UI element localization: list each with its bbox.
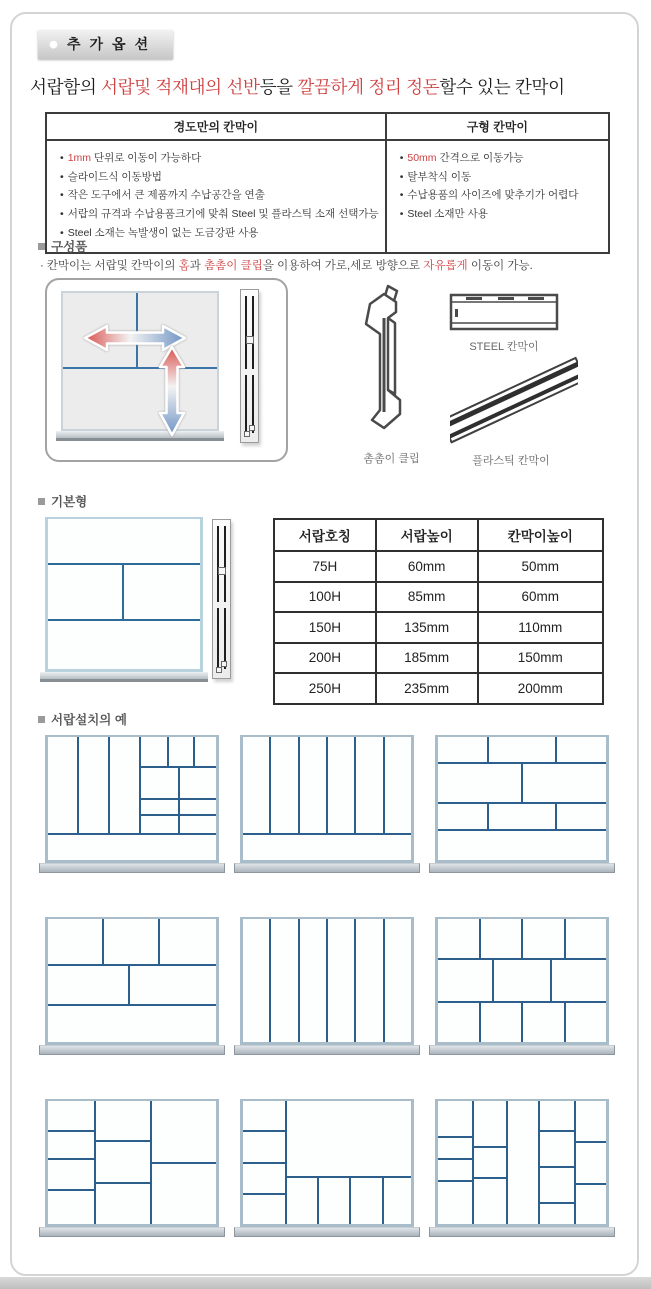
drawer-cell bbox=[243, 1132, 285, 1161]
bullet-item: • 서랍의 규격과 수납용품크기에 맞춰 Steel 및 플라스틱 소재 선택가능 bbox=[60, 208, 379, 221]
drawer-cell bbox=[438, 960, 492, 1000]
drawer-cell bbox=[243, 737, 269, 833]
table-cell: 50mm bbox=[478, 551, 603, 582]
drawer-cell bbox=[438, 1182, 472, 1224]
dot-icon: · bbox=[40, 260, 44, 272]
components-description bbox=[40, 257, 533, 273]
drawer-cell bbox=[63, 369, 217, 429]
section-basic-label: 기본형 bbox=[51, 495, 88, 509]
drawer-cell bbox=[195, 737, 216, 766]
drawer-cell bbox=[48, 565, 122, 619]
header-badge bbox=[38, 30, 173, 59]
bullet-item: • Steel 소재는 녹발생이 없는 도금강판 사용 bbox=[60, 226, 259, 239]
drawer-cell bbox=[489, 737, 555, 762]
drawer-base bbox=[40, 672, 208, 682]
table-row bbox=[274, 551, 603, 582]
bullet-item: • Steel 소재만 사용 bbox=[399, 208, 488, 221]
table-row bbox=[274, 582, 603, 613]
bullet-item: • 1mm 단위로 이동이 가능하다 bbox=[60, 152, 202, 164]
drawer-cell bbox=[540, 1204, 574, 1224]
spec-table bbox=[273, 518, 604, 705]
drawer-cell bbox=[48, 1160, 94, 1189]
table-cell: 135mm bbox=[376, 612, 478, 643]
section-basic bbox=[38, 492, 87, 510]
bullet-item: • 수납용품의 사이즈에 맞추기가 어렵다 bbox=[399, 189, 579, 202]
drawer-cell bbox=[319, 1178, 349, 1224]
drawer-base bbox=[429, 863, 615, 873]
drawer-cell bbox=[169, 737, 193, 766]
basic-drawer-frame bbox=[45, 517, 203, 672]
drawer-cell bbox=[384, 1178, 411, 1224]
drawer-cell bbox=[566, 1003, 607, 1042]
drawer-cell bbox=[523, 919, 564, 958]
drawer-cell bbox=[300, 919, 326, 1042]
table-cell: 200mm bbox=[478, 673, 603, 704]
drawer-cell bbox=[438, 1138, 472, 1158]
drawer-cell bbox=[474, 1179, 506, 1224]
drawer-example-8 bbox=[240, 1099, 414, 1237]
drawer-cell bbox=[474, 1148, 506, 1177]
drawer-cell bbox=[124, 565, 201, 619]
components-figure-box bbox=[45, 278, 288, 462]
drawer-cell bbox=[48, 1191, 94, 1224]
bullet-item: • 탈부착식 이동 bbox=[399, 170, 472, 183]
section-examples bbox=[38, 710, 127, 728]
drawer-cell bbox=[141, 816, 177, 833]
table-cell: 85mm bbox=[376, 582, 478, 613]
badge-label: 추가옵션 bbox=[67, 36, 158, 52]
drawer-cell bbox=[48, 966, 128, 1004]
drawer-cell bbox=[79, 737, 108, 833]
section-components bbox=[38, 237, 87, 255]
table-cell: 235mm bbox=[376, 673, 478, 704]
drawer-cell bbox=[356, 737, 382, 833]
drawer-cell bbox=[287, 1101, 412, 1176]
table-cell: 75H bbox=[274, 551, 376, 582]
drawer-example-5 bbox=[240, 917, 414, 1055]
drawer-cell bbox=[243, 919, 269, 1042]
table-cell: 100H bbox=[274, 582, 376, 613]
drawer-cell bbox=[508, 1101, 538, 1224]
spec-header-name: 서랍호칭 bbox=[274, 519, 376, 551]
table-row bbox=[274, 673, 603, 704]
drawer-base bbox=[429, 1045, 615, 1055]
drawer-cell bbox=[152, 1101, 216, 1162]
drawer-cell bbox=[48, 919, 102, 964]
drawer-cell bbox=[438, 919, 479, 958]
comparison-column-old bbox=[385, 114, 608, 252]
vertical-move-arrow-icon bbox=[155, 343, 189, 439]
drawer-cell bbox=[243, 1101, 285, 1130]
table-cell: 60mm bbox=[478, 582, 603, 613]
drawer-cell bbox=[48, 737, 77, 833]
table-cell: 110mm bbox=[478, 612, 603, 643]
table-cell: 185mm bbox=[376, 643, 478, 674]
drawer-example-6 bbox=[435, 917, 609, 1055]
drawer-cell bbox=[523, 764, 606, 803]
drawer-cell bbox=[351, 1178, 382, 1224]
drawer-base bbox=[56, 431, 224, 441]
divider-strip-illustration bbox=[212, 519, 231, 679]
section-components-label: 구성품 bbox=[51, 240, 88, 254]
drawer-base bbox=[39, 1227, 225, 1237]
drawer-cell bbox=[481, 919, 522, 958]
drawer-cell bbox=[243, 835, 411, 860]
drawer-cell bbox=[160, 919, 216, 964]
table-cell: 60mm bbox=[376, 551, 478, 582]
drawer-cell bbox=[328, 919, 354, 1042]
examples-grid bbox=[45, 735, 609, 1237]
drawer-cell bbox=[300, 737, 326, 833]
bullet-item: • 50mm 간격으로 이동가능 bbox=[399, 152, 524, 164]
drawer-cell bbox=[356, 919, 382, 1042]
clip-label: 촘촘이 클립 bbox=[363, 453, 420, 465]
component-drawer-illustration bbox=[61, 291, 219, 441]
drawer-cell bbox=[540, 1132, 574, 1166]
drawer-cell bbox=[48, 1006, 216, 1042]
drawer-cell bbox=[243, 1164, 285, 1193]
drawer-cell bbox=[243, 1195, 285, 1224]
table-cell: 200H bbox=[274, 643, 376, 674]
drawer-cell bbox=[438, 764, 521, 803]
drawer-cell bbox=[48, 1101, 94, 1130]
component-drawer-frame bbox=[61, 291, 219, 431]
drawer-cell bbox=[385, 737, 411, 833]
clip-illustration-icon bbox=[350, 282, 430, 440]
comparison-header-new: 경도만의 칸막이 bbox=[47, 114, 385, 141]
drawer-cell bbox=[557, 737, 606, 762]
drawer-example-7 bbox=[45, 1099, 219, 1237]
drawer-cell bbox=[96, 1142, 150, 1181]
drawer-cell bbox=[48, 621, 200, 669]
drawer-cell bbox=[438, 737, 487, 762]
drawer-cell bbox=[576, 1185, 606, 1224]
drawer-cell bbox=[494, 960, 550, 1000]
drawer-base bbox=[234, 1045, 420, 1055]
drawer-cell bbox=[328, 737, 354, 833]
spec-header-drawer-height: 서랍높이 bbox=[376, 519, 478, 551]
drawer-cell bbox=[152, 1164, 216, 1225]
page-bottom-strip bbox=[0, 1277, 651, 1289]
drawer-cell bbox=[180, 768, 216, 798]
drawer-cell bbox=[438, 1101, 472, 1136]
table-cell: 150mm bbox=[478, 643, 603, 674]
page-title: 서랍함의 서랍및 적재대의 선반등을 깔끔하게 정리 정돈할수 있는 칸막이 bbox=[30, 77, 565, 97]
drawer-base bbox=[234, 863, 420, 873]
drawer-cell bbox=[271, 919, 297, 1042]
table-cell: 250H bbox=[274, 673, 376, 704]
drawer-cell bbox=[438, 831, 606, 860]
table-row bbox=[274, 643, 603, 674]
comparison-header-old: 구형 칸막이 bbox=[387, 114, 608, 141]
drawer-cell bbox=[438, 1160, 472, 1180]
drawer-cell bbox=[271, 737, 297, 833]
comparison-column-new bbox=[47, 114, 385, 252]
drawer-cell bbox=[576, 1101, 606, 1141]
drawer-cell bbox=[141, 800, 177, 813]
drawer-cell bbox=[141, 768, 177, 798]
drawer-cell bbox=[180, 816, 216, 833]
drawer-cell bbox=[489, 804, 555, 829]
plastic-divider-illustration-icon bbox=[450, 352, 578, 450]
drawer-cell bbox=[385, 919, 411, 1042]
drawer-cell bbox=[576, 1143, 606, 1182]
spec-header-divider-height: 칸막이높이 bbox=[478, 519, 603, 551]
steel-divider-label: STEEL 칸막이 bbox=[469, 341, 539, 353]
drawer-cell bbox=[48, 835, 216, 860]
drawer-cell bbox=[552, 960, 606, 1000]
bullet-item: • 작은 도구에서 큰 제품까지 수납공간을 연출 bbox=[60, 189, 265, 202]
drawer-cell bbox=[438, 1003, 479, 1042]
drawer-cell bbox=[48, 1132, 94, 1158]
drawer-base bbox=[39, 1045, 225, 1055]
comparison-items-new bbox=[47, 141, 385, 252]
drawer-cell bbox=[48, 519, 200, 563]
drawer-cell bbox=[523, 1003, 564, 1042]
drawer-cell bbox=[110, 737, 139, 833]
drawer-base bbox=[429, 1227, 615, 1237]
section-bullet-icon bbox=[38, 498, 45, 505]
drawer-cell bbox=[557, 804, 606, 829]
components-description-text: 칸막이는 서랍및 칸막이의 홈과 촘촘이 클립을 이용하여 가로,세로 방향으로 자유롭게 이동이 가능. bbox=[46, 260, 533, 272]
comparison-items-old bbox=[387, 141, 608, 234]
drawer-cell bbox=[474, 1101, 506, 1146]
drawer-cell bbox=[104, 919, 158, 964]
drawer-cell bbox=[566, 919, 607, 958]
drawer-cell bbox=[96, 1101, 150, 1140]
drawer-cell bbox=[540, 1101, 574, 1130]
drawer-cell bbox=[180, 800, 216, 813]
drawer-cell bbox=[438, 804, 487, 829]
drawer-cell bbox=[540, 1168, 574, 1202]
drawer-base bbox=[234, 1227, 420, 1237]
section-bullet-icon bbox=[38, 243, 45, 250]
section-examples-label: 서랍설치의 예 bbox=[51, 713, 127, 727]
drawer-base bbox=[39, 863, 225, 873]
drawer-cell bbox=[141, 737, 166, 766]
steel-divider-illustration-icon bbox=[448, 287, 560, 337]
drawer-cell bbox=[130, 966, 216, 1004]
drawer-example-3 bbox=[435, 735, 609, 873]
badge-dot-icon bbox=[49, 40, 58, 49]
spec-table-body bbox=[274, 551, 603, 704]
drawer-example-2 bbox=[240, 735, 414, 873]
comparison-table bbox=[45, 112, 610, 254]
drawer-example-4 bbox=[45, 917, 219, 1055]
drawer-example-1 bbox=[45, 735, 219, 873]
drawer-cell bbox=[287, 1178, 318, 1224]
section-bullet-icon bbox=[38, 716, 45, 723]
drawer-example-9 bbox=[435, 1099, 609, 1237]
table-row bbox=[274, 612, 603, 643]
table-cell: 150H bbox=[274, 612, 376, 643]
drawer-cell bbox=[481, 1003, 522, 1042]
basic-drawer-illustration bbox=[45, 517, 203, 682]
bullet-item: • 슬라이드식 이동방법 bbox=[60, 170, 162, 183]
drawer-cell bbox=[96, 1184, 150, 1224]
plastic-divider-label: 플라스틱 칸막이 bbox=[472, 455, 550, 467]
divider-strip-illustration bbox=[240, 289, 259, 443]
